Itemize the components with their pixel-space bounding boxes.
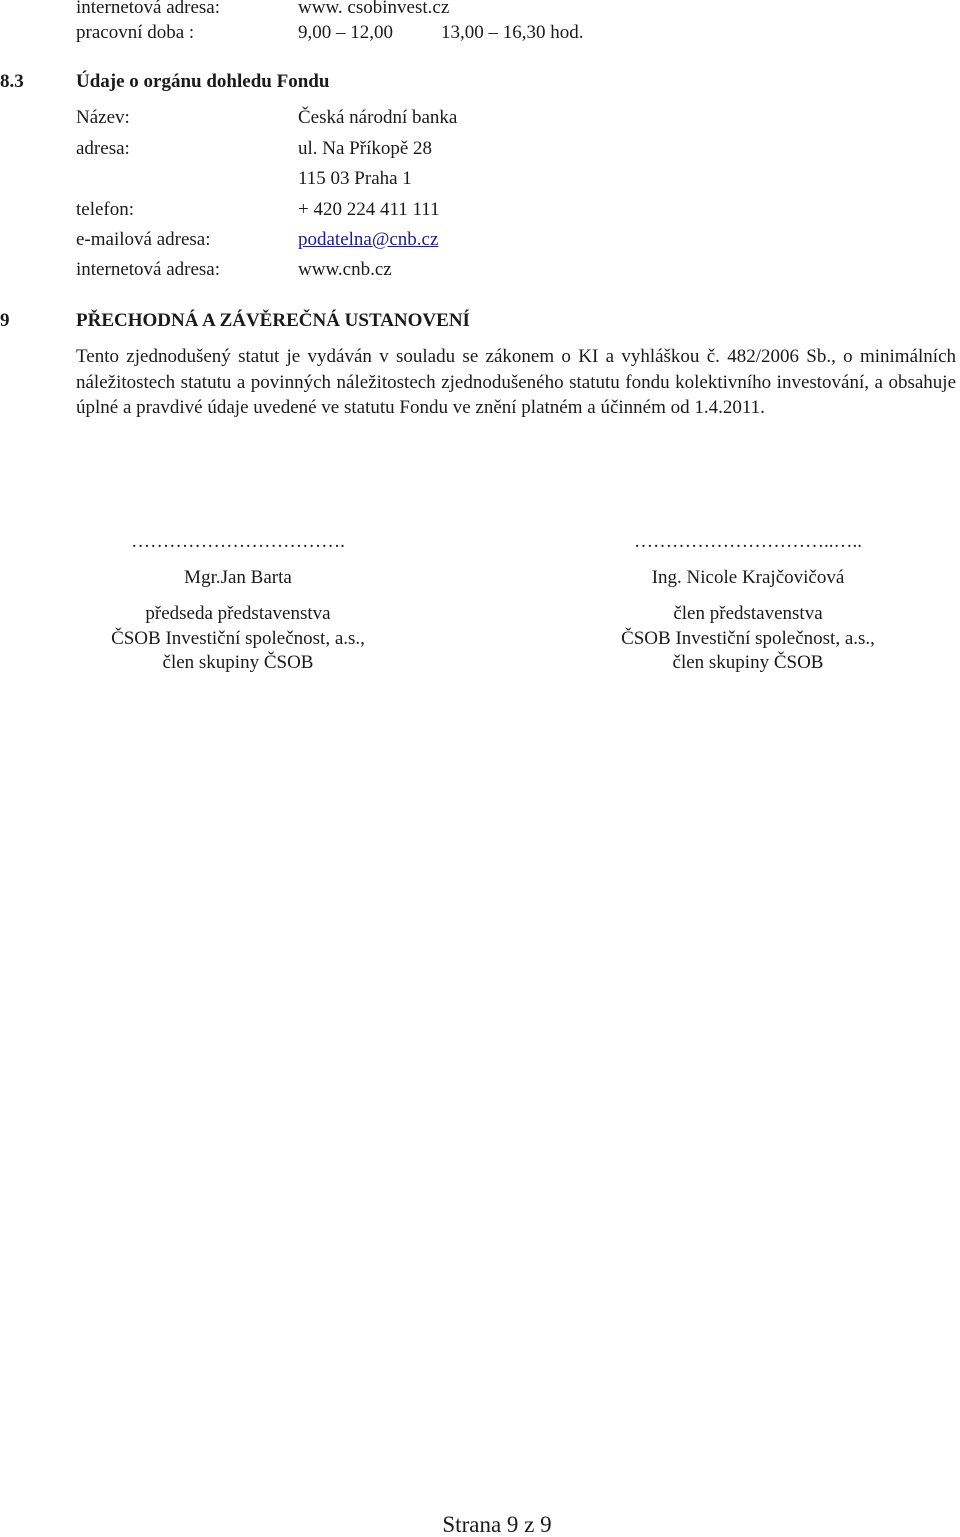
signature-line: …………………………..…..: [634, 531, 862, 552]
signatory-name: Ing. Nicole Krajčovičová: [651, 566, 845, 588]
supervisor-phone-label: telefon:: [76, 199, 135, 220]
signature-line: …………………………….: [131, 531, 345, 552]
signatory-group: člen skupiny ČSOB: [672, 652, 824, 673]
signature-block-left: [78, 530, 398, 676]
signatory-role: předseda představenstva: [145, 603, 331, 624]
company-web-label: internetová adresa:: [76, 0, 221, 18]
supervisor-name-label: Název:: [76, 107, 130, 128]
signatory-company: ČSOB Investiční společnost, a.s.,: [111, 627, 365, 649]
company-hours-afternoon: 13,00 – 16,30 hod.: [441, 22, 584, 43]
supervisor-phone-value: + 420 224 411 111: [298, 199, 440, 220]
page-number: Strana 9 z 9: [442, 1512, 552, 1537]
section-9-title: PŘECHODNÁ A ZÁVĚREČNÁ USTANOVENÍ: [76, 310, 470, 331]
signature-block-right: [588, 530, 908, 676]
signatory-role: člen představenstva: [673, 603, 823, 624]
supervisor-web-label: internetová adresa:: [76, 259, 221, 280]
section-9-number: 9: [0, 310, 10, 331]
supervisor-web-value[interactable]: www.cnb.cz: [298, 259, 392, 280]
signatory-group: člen skupiny ČSOB: [162, 652, 314, 673]
company-hours-label: pracovní doba :: [76, 22, 195, 43]
supervisor-email-link[interactable]: podatelna@cnb.cz: [298, 229, 439, 250]
supervisor-name-value: Česká národní banka: [298, 107, 458, 128]
supervisor-address-line1: ul. Na Příkopě 28: [298, 138, 433, 159]
company-hours-morning: 9,00 – 12,00: [298, 22, 393, 43]
section-8-3-number: 8.3: [0, 71, 24, 92]
section-8-3-title: Údaje o orgánu dohledu Fondu: [76, 71, 330, 92]
supervisor-address-line2: 115 03 Praha 1: [298, 168, 412, 189]
supervisor-address-label: adresa:: [76, 138, 130, 159]
section-9-body: Tento zjednodušený statut je vydáván v souladu se zákonem o KI a vyhláškou č. 482/2006 Sb., o minimálních náležitostech statutu a povinných náležitostech zjednodušeného statutu fondu kolektivního investování, a obsahuje úplné a pravdivé údaje uvedené ve statutu Fondu ve znění platném a účinném od 1.4.2011.: [76, 346, 956, 418]
company-web-link[interactable]: www. csobinvest.cz: [298, 0, 450, 18]
supervisor-email-label: e-mailová adresa:: [76, 229, 211, 250]
signatory-company: ČSOB Investiční společnost, a.s.,: [621, 627, 875, 649]
signatory-name: Mgr.Jan Barta: [184, 566, 292, 588]
